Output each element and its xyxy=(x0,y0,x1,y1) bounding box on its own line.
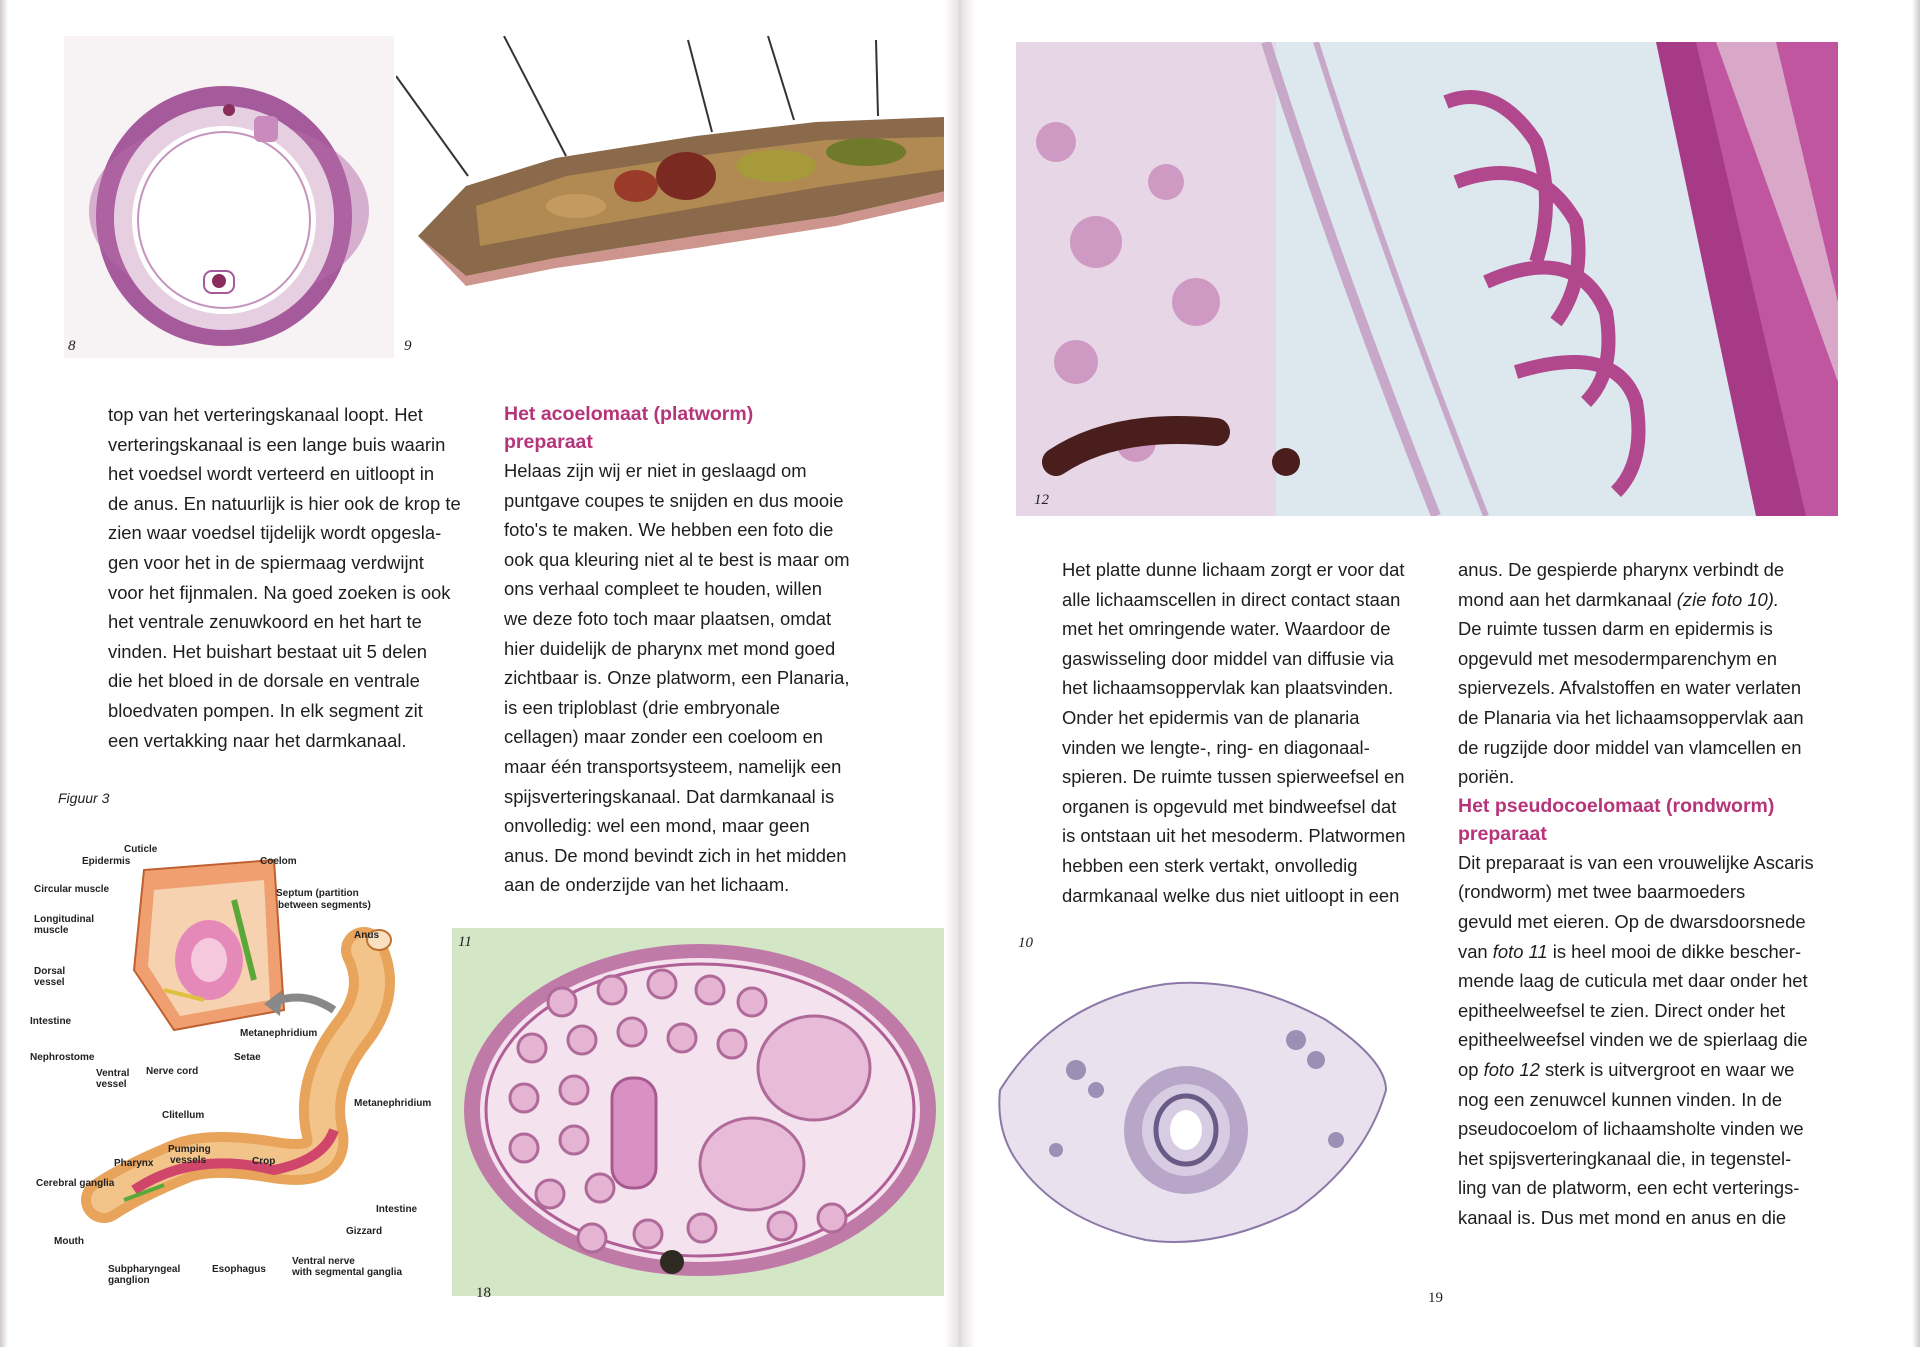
text-run: sterk is uitvergroot en waar we xyxy=(1539,1058,1795,1080)
text-line: verteringskanaal is een lange buis waarin xyxy=(108,433,446,455)
text-line: (rondworm) met twee baarmoeders xyxy=(1458,881,1746,903)
label-longitudinal-2: muscle xyxy=(34,925,69,936)
text-line: we deze foto toch maar plaatsen, omdat xyxy=(504,607,832,629)
text-line: Het platte dunne lichaam zorgt er voor dat xyxy=(1062,559,1405,580)
figure-11-ascaris-cross-section xyxy=(452,928,960,1296)
figure-12-number: 12 xyxy=(1034,492,1049,508)
text-line: kanaal is. Dus met mond en anus en die xyxy=(1458,1206,1787,1228)
text-line: mende laag de cuticula met daar onder het xyxy=(1458,970,1808,992)
text-line: alle lichaamscellen in direct contact staan xyxy=(1062,588,1401,610)
text-line: de Planaria via het lichaamsoppervlak aan xyxy=(1458,706,1804,728)
text-line: vinden we lengte-, ring- en diagonaal- xyxy=(1062,736,1370,758)
text-line: epitheelweefsel te zien. Direct onder het xyxy=(1458,999,1786,1021)
figure-3-caption: Figuur 3 xyxy=(58,790,110,806)
label-subpharyngeal: Subpharyngeal xyxy=(108,1264,181,1275)
text-line: cellagen) maar zonder een coeloom en xyxy=(504,726,823,748)
figure-3-earthworm-anatomy-diagram xyxy=(24,830,454,1300)
label-clitellum: Clitellum xyxy=(162,1110,205,1121)
text-line xyxy=(1458,937,1858,967)
text-line: gen voor het in de spiermaag verdwijnt xyxy=(108,551,424,573)
text-line: het voedsel wordt verteerd en uitloopt in xyxy=(108,463,435,485)
text-line: Dit preparaat is van een vrouwelijke Ascaris xyxy=(1458,851,1814,873)
text-line: epitheelweefsel vinden we de spierlaag die xyxy=(1458,1029,1808,1051)
label-cerebral-ganglia: Cerebral ganglia xyxy=(36,1178,115,1189)
text-line: bloedvaten pompen. In elk segment zit xyxy=(108,699,423,721)
label-ventral-nerve-2: with segmental ganglia xyxy=(292,1267,403,1278)
label-mouth: Mouth xyxy=(54,1236,84,1247)
text-line: pseudocoelom of lichaamsholte vinden we xyxy=(1458,1118,1804,1140)
label-gizzard: Gizzard xyxy=(346,1226,383,1237)
figure-8-earthworm-cross-section xyxy=(64,36,394,358)
figure-reference: (zie foto 10). xyxy=(1676,588,1780,610)
label-esophagus: Esophagus xyxy=(212,1264,266,1275)
label-subpharyngeal-2: ganglion xyxy=(108,1275,150,1286)
text-line xyxy=(1458,1055,1858,1085)
figure-10-number: 10 xyxy=(1018,935,1033,951)
text-line: anus. De gespierde pharynx verbindt de xyxy=(1458,559,1785,580)
text-run: van xyxy=(1458,940,1493,962)
label-cuticle: Cuticle xyxy=(124,844,158,855)
figure-reference: foto 11 xyxy=(1492,940,1548,962)
label-anus: Anus xyxy=(354,930,379,941)
text-line: Onder het epidermis van de planaria xyxy=(1062,706,1360,728)
text-line: de anus. En natuurlijk is hier ook de krop te xyxy=(108,492,461,514)
left-column-1-text xyxy=(108,400,488,755)
text-run: mond aan het darmkanaal xyxy=(1458,588,1677,610)
text-line: organen is opgevuld met bindweefsel dat xyxy=(1062,795,1397,817)
text-run: op xyxy=(1458,1058,1484,1080)
section-heading-acoelomate-cont: preparaat xyxy=(504,431,593,453)
section-heading-pseudocoelomate-cont: preparaat xyxy=(1458,822,1547,845)
label-coelom: Coelom xyxy=(260,856,297,867)
text-line: gaswisseling door middel van diffusie via xyxy=(1062,647,1394,669)
text-run: is heel mooi de dikke bescher- xyxy=(1547,940,1802,962)
text-line: darmkanaal welke dus niet uitloopt in een xyxy=(1062,884,1400,906)
figure-9-image xyxy=(396,36,960,336)
label-crop: Crop xyxy=(252,1156,276,1167)
text-line: die het bloed in de dorsale en ventrale xyxy=(108,670,420,692)
figure-11-number: 11 xyxy=(458,934,472,950)
text-line: opgevuld met mesodermparenchym en xyxy=(1458,647,1777,669)
text-line: is ontstaan uit het mesoderm. Platwormen xyxy=(1062,825,1406,847)
figure-9-number: 9 xyxy=(404,338,412,354)
label-nerve-cord: Nerve cord xyxy=(146,1066,199,1077)
text-line: De ruimte tussen darm en epidermis is xyxy=(1458,618,1773,640)
figure-10-image xyxy=(996,960,1390,1250)
text-line xyxy=(1458,585,1858,615)
label-ventral-vessel: Ventral xyxy=(96,1068,130,1079)
section-heading-pseudocoelomate: Het pseudocoelomaat (rondworm) xyxy=(1458,794,1775,817)
label-septum-2: between segments) xyxy=(278,900,371,911)
text-line: ling van de platworm, een echt verterings- xyxy=(1458,1177,1800,1199)
label-dorsal: Dorsal xyxy=(34,966,66,977)
label-pumping-2: vessels xyxy=(170,1155,207,1166)
text-line: foto's te maken. We hebben een foto die xyxy=(504,519,834,541)
left-column-2-text xyxy=(504,400,904,900)
text-line: maar één transportsysteem, namelijk een xyxy=(504,755,842,777)
text-line: ons verhaal compleet te houden, willen xyxy=(504,578,822,600)
text-line: vinden. Het buishart bestaat uit 5 delen xyxy=(108,640,427,662)
figure-10-planaria-cross-section xyxy=(996,960,1390,1250)
text-line: hier duidelijk de pharynx met mond goed xyxy=(504,637,836,659)
text-line: de rugzijde door middel van vlamcellen en xyxy=(1458,736,1802,758)
label-setae: Setae xyxy=(234,1052,261,1063)
figure-8-number: 8 xyxy=(68,338,76,354)
text-line: nog een zenuwcel kunnen vinden. In de xyxy=(1458,1088,1783,1110)
right-page xyxy=(960,0,1920,1347)
figure-8-image xyxy=(64,36,394,358)
text-line: anus. De mond bevindt zich in het midden xyxy=(504,844,847,866)
section-heading-acoelomate: Het acoelomaat (platworm) xyxy=(504,403,754,425)
figure-11-image xyxy=(452,928,960,1296)
label-metanephridium-2: Metanephridium xyxy=(354,1098,432,1109)
label-nephrostome: Nephrostome xyxy=(30,1052,95,1063)
text-line: met het omringende water. Waardoor de xyxy=(1062,618,1391,640)
page-edge-shadow xyxy=(0,0,8,1347)
label-ventral-vessel-2: vessel xyxy=(96,1079,127,1090)
text-line: gevuld met eieren. Op de dwarsdoorsnede xyxy=(1458,910,1806,932)
text-line: het lichaamsoppervlak kan plaatsvinden. xyxy=(1062,677,1394,699)
text-line: aan de onderzijde van het lichaam. xyxy=(504,874,790,896)
text-line: voor het fijnmalen. Na goed zoeken is ook xyxy=(108,581,451,603)
label-epidermis: Epidermis xyxy=(82,856,131,867)
text-line: spieren. De ruimte tussen spierweefsel en xyxy=(1062,766,1405,788)
text-line: hebben een sterk vertakt, onvolledig xyxy=(1062,854,1358,876)
label-intestine: Intestine xyxy=(30,1016,72,1027)
page-edge-shadow xyxy=(1912,0,1920,1347)
text-line: ook qua kleuring niet al te best is maar om xyxy=(504,548,850,570)
text-line: top van het verteringskanaal loopt. Het xyxy=(108,404,423,425)
text-line: poriën. xyxy=(1458,766,1515,788)
text-line: spiervezels. Afvalstoffen en water verlaten xyxy=(1458,677,1802,699)
label-septum: Septum (partition xyxy=(276,888,359,899)
text-line: Helaas zijn wij er niet in geslaagd om xyxy=(504,460,807,481)
figure-12-image xyxy=(1016,42,1838,516)
text-line: een vertakking naar het darmkanaal. xyxy=(108,729,407,751)
text-line: is een triploblast (drie embryonale xyxy=(504,696,780,718)
label-pumping: Pumping xyxy=(168,1144,211,1155)
figure-reference: foto 12 xyxy=(1483,1058,1540,1080)
label-dorsal-2: vessel xyxy=(34,977,65,988)
label-pharynx: Pharynx xyxy=(114,1158,154,1169)
text-line: spijsverteringskanaal. Dat darmkanaal is xyxy=(504,785,835,807)
label-ventral-nerve: Ventral nerve xyxy=(292,1256,355,1267)
text-line: zichtbaar is. Onze platworm, een Planaria, xyxy=(504,667,850,689)
right-column-1-text xyxy=(1062,555,1452,910)
label-circular-muscle: Circular muscle xyxy=(34,884,110,895)
figure-12-muscle-layer-micrograph xyxy=(1016,42,1838,516)
label-longitudinal: Longitudinal xyxy=(34,914,94,925)
right-page-number: 19 xyxy=(1428,1290,1443,1306)
text-line: zien waar voedsel tijdelijk wordt opgesla- xyxy=(108,522,442,544)
text-line: het spijsverteringkanaal die, in tegenstel- xyxy=(1458,1147,1792,1169)
text-line: het ventrale zenuwkoord en het hart te xyxy=(108,611,422,633)
text-line: puntgave coupes te snijden en dus mooie xyxy=(504,489,844,511)
left-page-number: 18 xyxy=(476,1285,491,1301)
figure-3-image xyxy=(24,830,454,1300)
label-metanephridium: Metanephridium xyxy=(240,1028,318,1039)
right-column-2-text xyxy=(1458,555,1858,1232)
label-intestine-2: Intestine xyxy=(376,1204,418,1215)
text-line: onvolledig: wel een mond, maar geen xyxy=(504,815,810,837)
book-gutter xyxy=(944,0,976,1347)
figure-9-dissected-earthworm xyxy=(396,36,960,336)
